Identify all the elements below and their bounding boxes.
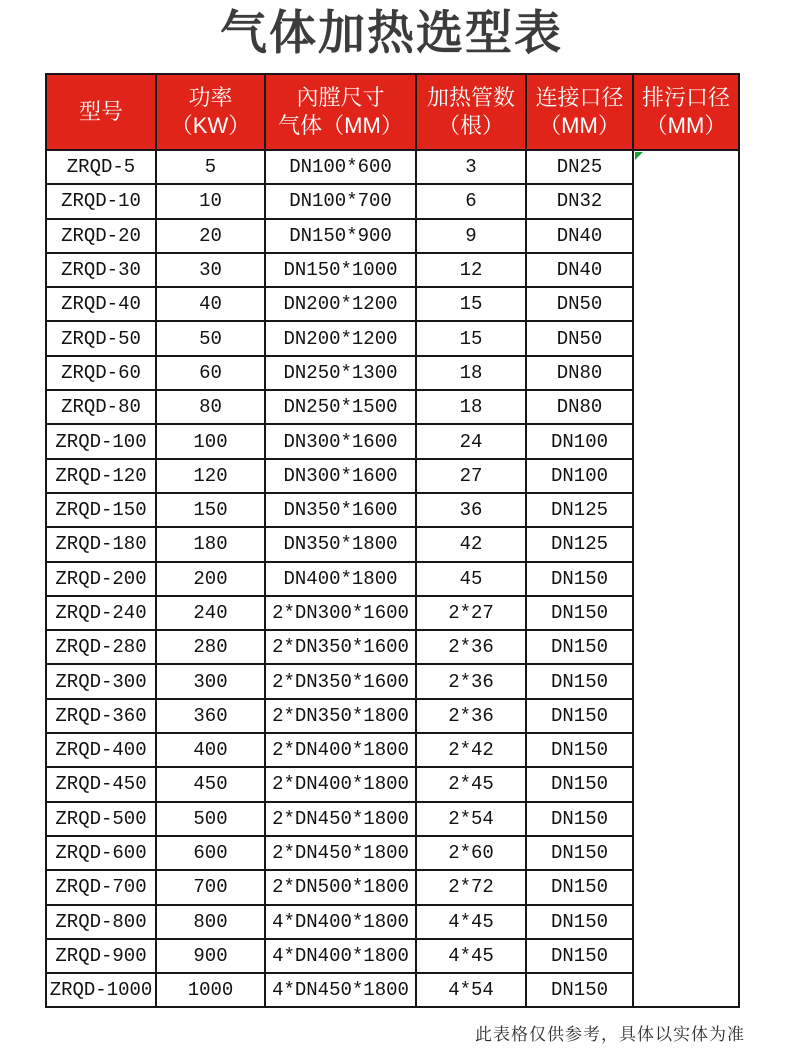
table-cell: ZRQD-300 xyxy=(46,664,156,698)
table-cell: 36 xyxy=(416,493,526,527)
table-cell: ZRQD-60 xyxy=(46,356,156,390)
table-cell: DN125 xyxy=(526,493,633,527)
table-cell: 2*36 xyxy=(416,664,526,698)
drain-column-merged-cell xyxy=(633,150,739,1007)
table-cell: 42 xyxy=(416,527,526,561)
table-cell: 2*36 xyxy=(416,699,526,733)
table-cell: 27 xyxy=(416,459,526,493)
header-line: （KW） xyxy=(170,113,251,138)
table-cell: 20 xyxy=(156,219,265,253)
table-cell: DN200*1200 xyxy=(265,287,416,321)
column-header-model xyxy=(46,74,156,150)
column-header-tube-count xyxy=(416,74,526,150)
table-cell: DN50 xyxy=(526,287,633,321)
table-cell: DN200*1200 xyxy=(265,321,416,355)
header-line: 排污口径 xyxy=(641,85,730,110)
header-line: 连接口径 xyxy=(535,85,624,110)
column-header-power xyxy=(156,74,265,150)
table-cell: 300 xyxy=(156,664,265,698)
table-cell: 2*DN400*1800 xyxy=(265,733,416,767)
table-cell: ZRQD-700 xyxy=(46,870,156,904)
table-cell: 180 xyxy=(156,527,265,561)
table-cell: DN150 xyxy=(526,870,633,904)
table-cell: ZRQD-10 xyxy=(46,184,156,218)
table-cell: 45 xyxy=(416,562,526,596)
table-cell: DN150 xyxy=(526,699,633,733)
header-line: （根） xyxy=(437,113,504,138)
table-cell: ZRQD-200 xyxy=(46,562,156,596)
table-cell: 2*72 xyxy=(416,870,526,904)
column-header-chamber-size xyxy=(265,74,416,150)
table-cell: 2*DN450*1800 xyxy=(265,802,416,836)
table-cell: 3 xyxy=(416,150,526,184)
table-cell: DN150*1000 xyxy=(265,253,416,287)
header-line: 內膛尺寸 xyxy=(296,85,385,110)
table-cell: DN150 xyxy=(526,905,633,939)
table-cell: DN150 xyxy=(526,596,633,630)
table-cell: 2*DN350*1600 xyxy=(265,630,416,664)
table-cell: 500 xyxy=(156,802,265,836)
table-cell: DN300*1600 xyxy=(265,424,416,458)
table-cell: DN250*1500 xyxy=(265,390,416,424)
table-cell: 2*54 xyxy=(416,802,526,836)
table-cell: 4*DN450*1800 xyxy=(265,973,416,1007)
table-cell: 15 xyxy=(416,321,526,355)
header-row xyxy=(46,74,739,150)
footnote: 此表格仅供参考，具体以实体为准 xyxy=(475,1025,745,1044)
table-cell: 2*42 xyxy=(416,733,526,767)
spec-table-body xyxy=(46,150,739,1007)
table-cell: 80 xyxy=(156,390,265,424)
table-cell: 5 xyxy=(156,150,265,184)
table-cell: 120 xyxy=(156,459,265,493)
table-cell: DN150 xyxy=(526,767,633,801)
table-cell: DN150 xyxy=(526,802,633,836)
table-cell: 2*45 xyxy=(416,767,526,801)
table-cell: DN150 xyxy=(526,630,633,664)
table-cell: ZRQD-400 xyxy=(46,733,156,767)
table-cell: 4*DN400*1800 xyxy=(265,939,416,973)
table-cell: DN40 xyxy=(526,219,633,253)
column-header-connection-diameter xyxy=(526,74,633,150)
table-cell: 9 xyxy=(416,219,526,253)
table-cell: 6 xyxy=(416,184,526,218)
table-cell: ZRQD-500 xyxy=(46,802,156,836)
table-cell: 2*DN350*1800 xyxy=(265,699,416,733)
table-cell: ZRQD-150 xyxy=(46,493,156,527)
table-cell: 600 xyxy=(156,836,265,870)
table-cell: 200 xyxy=(156,562,265,596)
table-cell: ZRQD-120 xyxy=(46,459,156,493)
table-cell: ZRQD-20 xyxy=(46,219,156,253)
spec-table xyxy=(45,73,740,1008)
table-cell: 240 xyxy=(156,596,265,630)
table-cell: DN300*1600 xyxy=(265,459,416,493)
table-cell: 2*DN350*1600 xyxy=(265,664,416,698)
table-cell: DN125 xyxy=(526,527,633,561)
table-cell: ZRQD-100 xyxy=(46,424,156,458)
table-cell: 2*DN500*1800 xyxy=(265,870,416,904)
table-cell: 700 xyxy=(156,870,265,904)
table-cell: ZRQD-600 xyxy=(46,836,156,870)
table-cell: 30 xyxy=(156,253,265,287)
table-cell: 1000 xyxy=(156,973,265,1007)
table-cell: ZRQD-180 xyxy=(46,527,156,561)
table-cell: ZRQD-800 xyxy=(46,905,156,939)
table-cell: DN80 xyxy=(526,356,633,390)
table-cell: DN80 xyxy=(526,390,633,424)
table-cell: 18 xyxy=(416,390,526,424)
table-cell: 900 xyxy=(156,939,265,973)
table-cell: 100 xyxy=(156,424,265,458)
header-line: 型号 xyxy=(78,99,123,124)
table-cell: 450 xyxy=(156,767,265,801)
table-cell: ZRQD-360 xyxy=(46,699,156,733)
header-line: （MM） xyxy=(539,113,620,138)
table-cell: 10 xyxy=(156,184,265,218)
table-cell: 2*36 xyxy=(416,630,526,664)
table-cell: DN350*1800 xyxy=(265,527,416,561)
table-cell: DN150 xyxy=(526,973,633,1007)
table-cell: DN100*600 xyxy=(265,150,416,184)
table-cell: 15 xyxy=(416,287,526,321)
table-cell: 4*DN400*1800 xyxy=(265,905,416,939)
table-cell: ZRQD-80 xyxy=(46,390,156,424)
table-cell: 360 xyxy=(156,699,265,733)
table-cell: 18 xyxy=(416,356,526,390)
table-cell: 280 xyxy=(156,630,265,664)
table-cell: 150 xyxy=(156,493,265,527)
table-cell: ZRQD-50 xyxy=(46,321,156,355)
table-cell: 2*27 xyxy=(416,596,526,630)
table-cell: ZRQD-30 xyxy=(46,253,156,287)
table-cell: DN100 xyxy=(526,424,633,458)
table-cell: 2*60 xyxy=(416,836,526,870)
table-cell: ZRQD-280 xyxy=(46,630,156,664)
table-cell: 50 xyxy=(156,321,265,355)
header-line: 功率 xyxy=(188,85,233,110)
table-cell: 4*45 xyxy=(416,939,526,973)
table-cell: DN150*900 xyxy=(265,219,416,253)
table-cell: DN350*1600 xyxy=(265,493,416,527)
table-cell: 12 xyxy=(416,253,526,287)
table-cell: ZRQD-240 xyxy=(46,596,156,630)
table-cell: DN150 xyxy=(526,562,633,596)
table-cell: DN32 xyxy=(526,184,633,218)
table-cell: 2*DN450*1800 xyxy=(265,836,416,870)
table-cell: DN100*700 xyxy=(265,184,416,218)
table-cell: ZRQD-5 xyxy=(46,150,156,184)
page-title: 气体加热选型表 xyxy=(220,6,563,59)
green-corner-marker-icon xyxy=(635,152,643,160)
table-cell: 2*DN400*1800 xyxy=(265,767,416,801)
table-cell: DN150 xyxy=(526,664,633,698)
table-cell: 4*45 xyxy=(416,905,526,939)
table-cell: DN150 xyxy=(526,939,633,973)
header-line: 加热管数 xyxy=(426,85,515,110)
table-cell: DN100 xyxy=(526,459,633,493)
table-cell: DN150 xyxy=(526,836,633,870)
table-cell: 2*DN300*1600 xyxy=(265,596,416,630)
table-cell: ZRQD-40 xyxy=(46,287,156,321)
table-cell: ZRQD-450 xyxy=(46,767,156,801)
table-row xyxy=(46,150,739,184)
table-cell: DN400*1800 xyxy=(265,562,416,596)
table-cell: DN50 xyxy=(526,321,633,355)
table-cell: 24 xyxy=(416,424,526,458)
table-cell: 40 xyxy=(156,287,265,321)
table-cell: DN150 xyxy=(526,733,633,767)
table-cell: DN250*1300 xyxy=(265,356,416,390)
header-line: 气体（MM） xyxy=(278,113,403,138)
table-cell: DN40 xyxy=(526,253,633,287)
table-cell: ZRQD-900 xyxy=(46,939,156,973)
header-line: （MM） xyxy=(645,113,727,138)
table-cell: 4*54 xyxy=(416,973,526,1007)
table-cell: 60 xyxy=(156,356,265,390)
table-cell: ZRQD-1000 xyxy=(46,973,156,1007)
table-cell: DN25 xyxy=(526,150,633,184)
table-cell: 400 xyxy=(156,733,265,767)
table-cell: 800 xyxy=(156,905,265,939)
column-header-drain-diameter xyxy=(633,74,739,150)
